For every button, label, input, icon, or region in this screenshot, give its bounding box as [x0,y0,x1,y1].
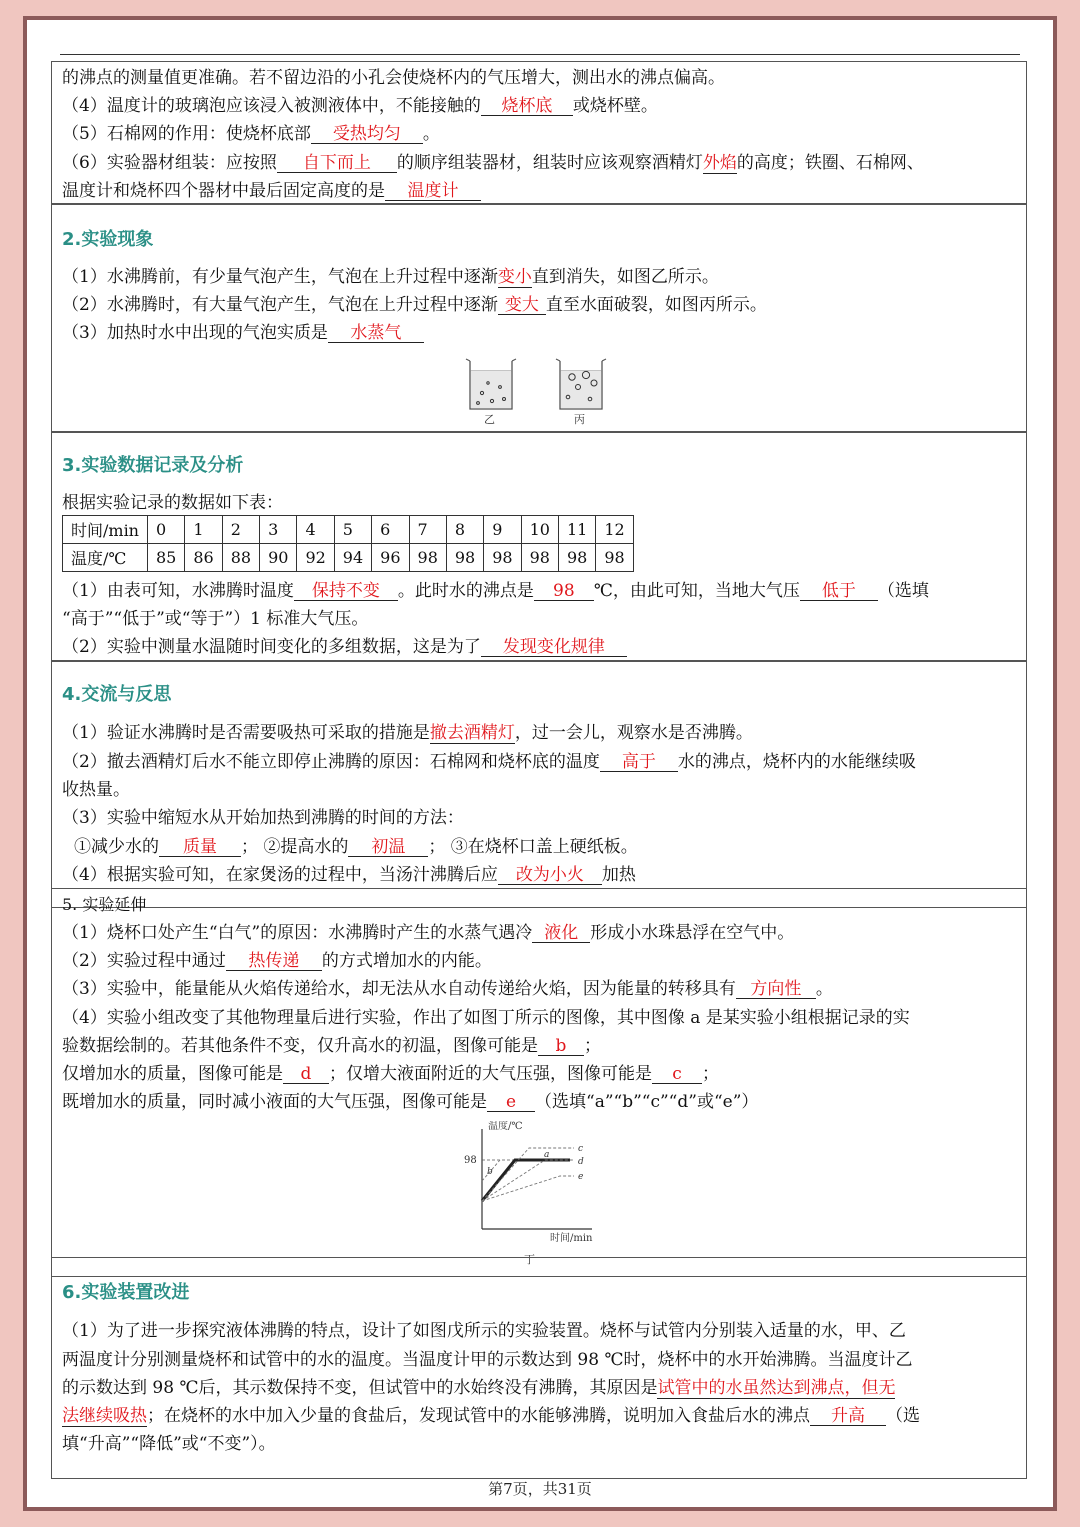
beaker-before-boiling [466,359,516,409]
x-axis-label: 时间/min [550,1233,593,1244]
s4-line-1: （1）验证水沸腾时是否需要吸热可采取的措施是撤去酒精灯，过一会儿，观察水是否沸腾。 [62,723,753,743]
figure-label-yi: 乙 [484,413,495,426]
table-cell: 88 [222,544,259,572]
s2-line-2: （2）水沸腾时，有大量气泡产生，气泡在上升过程中逐渐 变大 直至水面破裂，如图丙所示。 [62,295,767,315]
table-row-temperature [63,544,634,572]
answer-blank: b [538,1037,584,1056]
table-cell: 时间/min [63,516,148,544]
s4-line-3: 收热量。 [62,780,130,800]
table-cell: 98 [409,544,446,572]
figure-label-ding: 丁 [524,1253,535,1266]
answer-blank: 外焰 [702,153,737,173]
table-cell: 90 [260,544,297,572]
answer-blank: 变小 [497,267,532,287]
s5-line-4: （4）实验小组改变了其他物理量后进行实验，作出了如图丁所示的图像，其中图像 a 是某实验小组根据记录的实 [62,1008,910,1028]
s6-line-1: （1）为了进一步探究液体沸腾的特点，设计了如图戊所示的实验装置。烧杯与试管内分别装入适量的水，甲、乙 [62,1321,906,1341]
section-1-continued [51,61,1027,204]
table-cell: 98 [446,544,483,572]
answer-blank: 热传递 [226,952,322,971]
table-cell: 2 [222,516,259,544]
s4-line-5: ①减少水的 质量 ； ②提高水的 初温 ； ③在烧杯口盖上硬纸板。 [74,837,638,857]
section-title: 5. 实验延伸 [62,895,147,914]
answer-blank: 试管中的水虽然达到沸点，但无 [657,1378,896,1398]
table-cell: 12 [596,516,633,544]
table-cell: 0 [148,516,185,544]
beaker-figures [462,353,622,427]
table-cell: 98 [484,544,521,572]
table-cell: 86 [185,544,222,572]
table-row-time [63,516,634,544]
answer-blank: 法继续吸热 [62,1406,147,1426]
line-e [482,1176,574,1201]
line-a [482,1160,570,1201]
label-c: c [578,1144,584,1154]
table-cell: 96 [372,544,409,572]
table-cell: 温度/℃ [63,544,148,572]
table-cell: 1 [185,516,222,544]
answer-blank: 水蒸气 [328,324,424,343]
s6-line-3: 的示数达到 98 ℃后，其示数保持不变，但试管中的水始终没有沸腾，其原因是试管中的水虽然达到沸点，但无 [62,1378,896,1398]
section-title: 4.交流与反思 [62,684,172,705]
s5-line-1: （1）烧杯口处产生“白气”的原因：水沸腾时产生的水蒸气遇冷 液化 形成小水珠悬浮在空气中。 [62,923,795,943]
s1-line-5: 温度计和烧杯四个器材中最后固定高度的是 温度计 [62,181,481,201]
answer-blank: 低于 [800,582,878,601]
table-cell: 7 [409,516,446,544]
section-title: 3.实验数据记录及分析 [62,455,244,476]
s3-line-2: “高于”“低于”或“等于”）1 标准大气压。 [62,609,369,629]
s1-line-4: （6）实验器材组装：应按照 自下而上 的顺序组装器材，组装时应该观察酒精灯外焰的高度；铁圈、石棉网、 [62,153,924,173]
s5-line-2: （2）实验过程中通过 热传递 的方式增加水的内能。 [62,951,492,971]
s3-line-1: （1）由表可知，水沸腾时温度 保持不变 。此时水的沸点是 98 ℃，由此可知，当地大气压 低于 （选填 [62,581,929,601]
data-table [62,515,634,572]
section-4 [51,661,1027,908]
table-cell: 8 [446,516,483,544]
answer-blank: 初温 [348,838,428,857]
s4-line-2: （2）撤去酒精灯后水不能立即停止沸腾的原因：石棉网和烧杯底的温度 高于 水的沸点，烧杯内的水能继续吸 [62,752,916,772]
table-cell: 5 [334,516,371,544]
label-d: d [578,1157,584,1167]
y-axis-label: 温度/℃ [488,1121,523,1132]
answer-blank: 撤去酒精灯 [429,723,515,743]
line-c [482,1148,574,1201]
table-cell: 98 [558,544,595,572]
table-cell: 4 [297,516,334,544]
s6-line-5: 填“升高”“降低”或“不变”）。 [62,1434,276,1454]
top-rule [60,54,1020,55]
answer-blank: 98 [534,582,594,601]
answer-blank: 烧杯底 [481,97,573,116]
label-a: a [544,1150,550,1160]
section-2 [51,204,1027,432]
table-cell: 11 [558,516,595,544]
answer-blank: 发现变化规律 [481,638,627,657]
answer-blank: 受热均匀 [311,125,423,144]
s4-line-6: （4）根据实验可知，在家煲汤的过程中，当汤汁沸腾后应 改为小火 加热 [62,865,636,885]
answer-blank: 变大 [498,296,546,315]
section-title: 6.实验装置改进 [62,1282,190,1303]
table-cell: 85 [148,544,185,572]
answer-blank: 温度计 [385,182,481,201]
s1-line-3: （5）石棉网的作用：使烧杯底部 受热均匀 。 [62,124,440,144]
table-cell: 6 [372,516,409,544]
answer-blank: 方向性 [736,980,816,999]
table-cell: 98 [596,544,633,572]
answer-blank: 升高 [810,1407,886,1426]
beaker-while-boiling [556,359,606,409]
answer-blank: 高于 [600,753,678,772]
section-6 [51,1257,1027,1479]
section-5 [51,888,1027,1277]
s5-line-7: 既增加水的质量，同时减小液面的大气压强，图像可能是 e （选填“a”“b”“c”“d”或“e”） [62,1092,759,1112]
page-number: 第7页，共31页 [488,1480,592,1498]
s1-line-2: （4）温度计的玻璃泡应该浸入被测液体中，不能接触的 烧杯底 或烧杯壁。 [62,96,658,116]
answer-blank: 改为小火 [498,866,602,885]
s6-line-2: 两温度计分别测量烧杯和试管中的水的温度。当温度计甲的示数达到 98 ℃时，烧杯中的水开始沸腾。当温度计乙 [62,1350,913,1370]
y-tick-98: 98 [464,1155,477,1166]
line-d [482,1160,574,1201]
figure-label-bing: 丙 [574,413,585,426]
table-cell: 9 [484,516,521,544]
s2-line-3: （3）加热时水中出现的气泡实质是 水蒸气 [62,323,424,343]
answer-blank: 保持不变 [294,582,398,601]
label-e: e [578,1172,584,1182]
s2-line-1: （1）水沸腾前，有少量气泡产生，气泡在上升过程中逐渐变小直到消失，如图乙所示。 [62,267,719,287]
label-b: b [487,1167,493,1177]
table-cell: 94 [334,544,371,572]
table-cell: 98 [521,544,558,572]
s1-line-1: 的沸点的测量值更准确。若不留边沿的小孔会使烧杯内的气压增大，测出水的沸点偏高。 [62,68,725,88]
answer-blank: d [283,1065,329,1084]
answer-blank: 自下而上 [277,154,397,173]
table-intro: 根据实验记录的数据如下表： [62,493,283,513]
answer-blank: 质量 [159,838,241,857]
graph-ding [452,1121,632,1271]
s6-line-4: 法继续吸热；在烧杯的水中加入少量的食盐后，发现试管中的水能够沸腾，说明加入食盐后水的沸点 升高 （选 [62,1406,920,1426]
page [27,20,1053,1507]
s5-line-6: 仅增加水的质量，图像可能是 d ；仅增大液面附近的大气压强，图像可能是 c ； [62,1064,719,1084]
answer-blank: c [652,1065,702,1084]
section-3 [51,432,1027,661]
table-cell: 3 [260,516,297,544]
table-cell: 92 [297,544,334,572]
s5-line-3: （3）实验中，能量能从火焰传递给水，却无法从水自动传递给火焰，因为能量的转移具有 方向性 。 [62,979,833,999]
table-cell: 10 [521,516,558,544]
answer-blank: e [487,1093,535,1112]
s4-line-4: （3）实验中缩短水从开始加热到沸腾的时间的方法： [62,808,464,828]
section-title: 2.实验现象 [62,229,154,250]
s5-line-5: 验数据绘制的。若其他条件不变，仅升高水的初温，图像可能是 b ； [62,1036,601,1056]
answer-blank: 液化 [532,924,590,943]
s3-line-3: （2）实验中测量水温随时间变化的多组数据，这是为了 发现变化规律 [62,637,627,657]
